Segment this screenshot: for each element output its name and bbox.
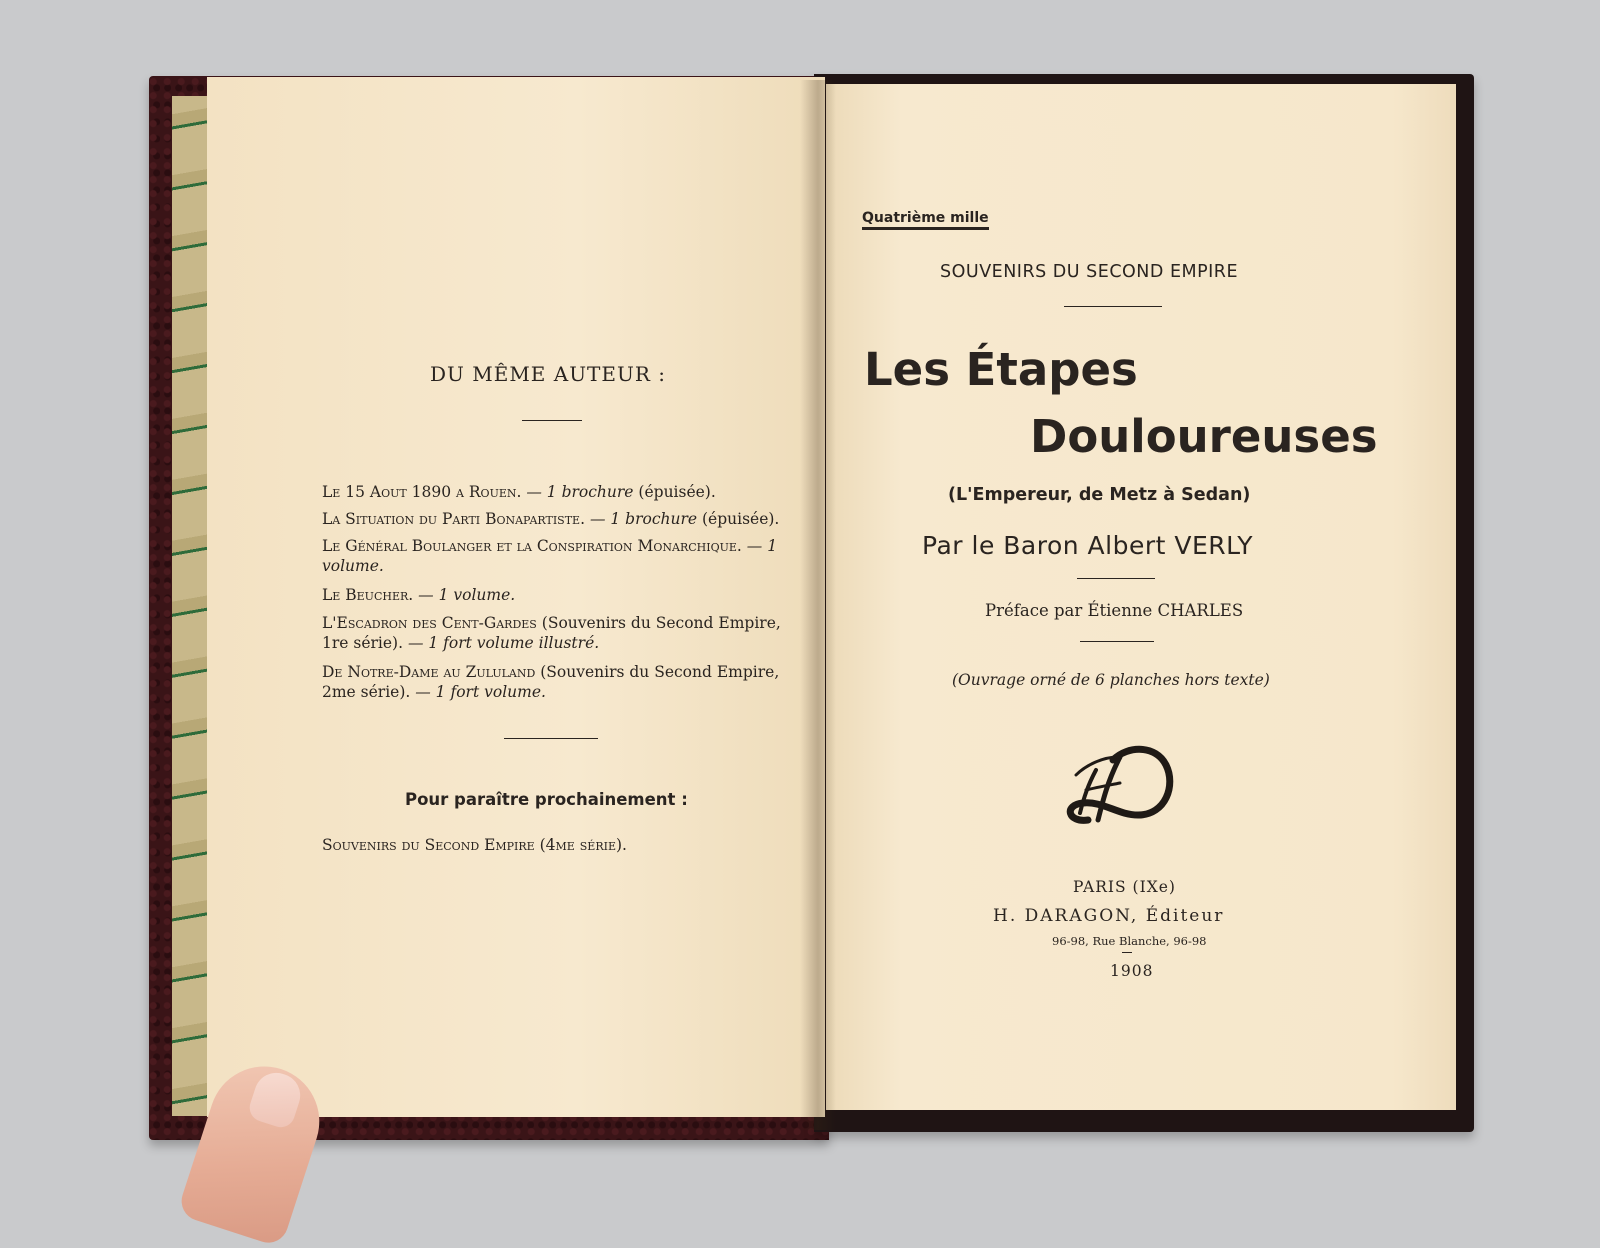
forthcoming-heading: Pour paraître prochainement : xyxy=(405,790,688,809)
marbled-endpaper xyxy=(172,96,212,1116)
divider-rule xyxy=(504,738,598,739)
book-subtitle: (L'Empereur, de Metz à Sedan) xyxy=(948,485,1251,505)
forthcoming-item: Souvenirs du Second Empire (4me série). xyxy=(322,836,627,854)
work-detail: — 1 volume. xyxy=(418,586,516,604)
publisher-name: H. DARAGON, Éditeur xyxy=(993,906,1225,926)
book-gutter xyxy=(800,80,836,1130)
author-line: Par le Baron Albert VERLY xyxy=(922,531,1254,560)
edition-badge: Quatrième mille xyxy=(862,210,989,230)
divider-rule xyxy=(1122,952,1132,953)
work-note: (épuisée). xyxy=(701,510,780,528)
work-title: Le 15 Aout 1890 a Rouen. xyxy=(322,483,522,501)
publisher-city: PARIS (IXe) xyxy=(1073,878,1176,896)
book-title-line-1: Les Étapes xyxy=(864,343,1138,396)
work-note: (Souvenirs du Second Empire, 1re série). xyxy=(322,614,781,652)
work-title: De Notre-Dame au Zululand xyxy=(322,663,536,681)
divider-rule xyxy=(522,420,582,421)
divider-rule xyxy=(1080,641,1154,642)
preface-line: Préface par Étienne CHARLES xyxy=(985,601,1244,620)
work-detail: — 1 volume. xyxy=(322,537,778,575)
work-item xyxy=(322,613,792,653)
illustrations-note: (Ouvrage orné de 6 planches hors texte) xyxy=(952,671,1270,689)
series-title: SOUVENIRS DU SECOND EMPIRE xyxy=(940,262,1239,282)
work-detail: — 1 fort volume. xyxy=(415,683,546,701)
work-title: L'Escadron des Cent-Gardes xyxy=(322,614,537,632)
work-title: Le Général Boulanger et la Conspiration Monarchique. xyxy=(322,537,742,555)
work-title: La Situation du Parti Bonapartiste. xyxy=(322,510,585,528)
work-item xyxy=(322,509,792,529)
divider-rule xyxy=(1064,306,1162,307)
publisher-monogram-logo xyxy=(1058,735,1178,835)
work-note: (épuisée). xyxy=(638,483,716,501)
work-item xyxy=(322,482,792,502)
work-detail: — 1 brochure xyxy=(589,510,698,528)
same-author-heading: DU MÊME AUTEUR : xyxy=(430,362,667,386)
publisher-address: 96-98, Rue Blanche, 96-98 xyxy=(1052,934,1207,948)
publication-year: 1908 xyxy=(1110,962,1154,980)
work-detail: — 1 brochure xyxy=(526,483,634,501)
work-item xyxy=(322,662,792,702)
work-item xyxy=(322,585,792,605)
work-title: Le Beucher. xyxy=(322,586,414,604)
work-note: (Souvenirs du Second Empire, 2me série). xyxy=(322,663,780,701)
work-item xyxy=(322,536,792,576)
right-page xyxy=(826,84,1456,1110)
book-title-line-2: Douloureuses xyxy=(1030,410,1378,463)
divider-rule xyxy=(1077,578,1155,579)
work-detail: — 1 fort volume illustré. xyxy=(407,634,600,652)
